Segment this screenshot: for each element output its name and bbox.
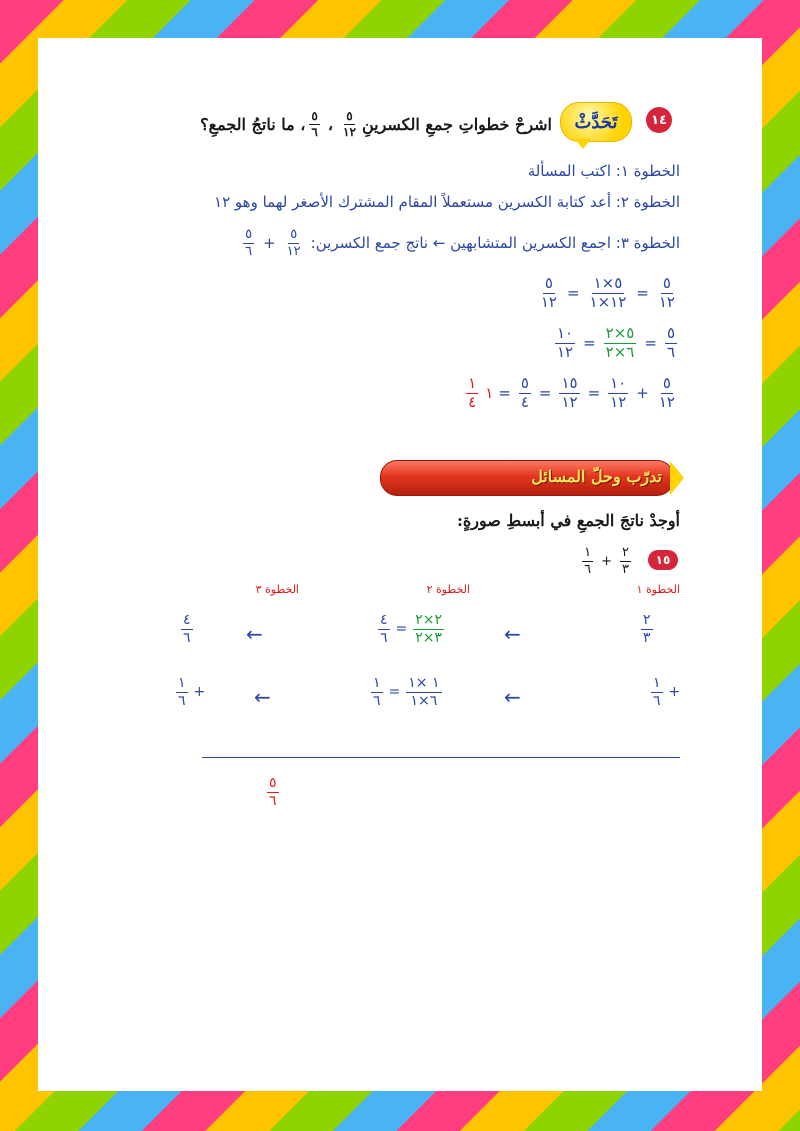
arrow-left-icon: ← [246, 622, 263, 646]
problem-14-badge [646, 107, 672, 133]
plus-sign: + [601, 553, 613, 569]
row2-step3 [173, 676, 205, 708]
arrow-left-icon: ← [504, 685, 521, 709]
step-1-text [528, 162, 680, 180]
equals-sign: = [538, 384, 552, 403]
row1-s2-rhs: $\frac{٤}{٦}$ [380, 612, 388, 646]
sum-line [202, 757, 680, 758]
row2-s2-rhs: $\frac{١}{٦}$ [373, 675, 381, 709]
equals-sign: = [395, 621, 408, 638]
row1-s1-frac: $\frac{٢}{٣}$ [643, 612, 651, 646]
talk-label: تَحَدَّثْ [574, 111, 618, 133]
result-frac: $\frac{٥}{٦}$ [269, 775, 277, 809]
banner-tab-icon [670, 461, 684, 495]
eq3-frac-b: $\frac{١٠}{١٢}$ [610, 374, 627, 411]
row2-s1-frac: $\frac{١}{٦}$ [653, 675, 661, 709]
eq2-frac-a: $\frac{٥}{٦}$ [666, 324, 675, 361]
fraction-5-12: $\frac{٥}{١٢}$ [343, 109, 356, 139]
step3-fraction-5-12: $\frac{٥}{١٢}$ [286, 227, 301, 259]
step-3-label: الخطوة ٣: اجمع الكسرين المتشابهين ← ناتج جمع الكسرين: [310, 234, 680, 253]
plus-sign: + [668, 684, 681, 701]
row2-s2-lhs: $\frac{١ \times ١}{٦\times ١}$ [408, 675, 440, 709]
plus-sign: + [636, 384, 649, 403]
mixed-whole: ١ [485, 384, 494, 403]
step-3-heading: الخطوة ٣ [255, 583, 299, 596]
equals-sign: = [388, 684, 401, 701]
row1-step3 [178, 613, 196, 645]
eq1-frac-c: $\frac{٥}{١٢}$ [540, 274, 557, 311]
step-2-text [214, 193, 680, 211]
equals-sign: = [566, 284, 580, 303]
equals-sign: = [644, 334, 657, 353]
step-2-heading: الخطوة ٢ [426, 583, 470, 596]
equation-row-3 [463, 376, 680, 411]
p15-frac-b: $\frac{١}{٦}$ [584, 545, 592, 577]
eq2-frac-c: $\frac{١٠}{١٢}$ [556, 324, 574, 361]
equation-row-1 [536, 276, 680, 311]
step3-fraction-5-6: $\frac{٥}{٦}$ [245, 227, 253, 259]
question-part2: ، ما ناتجُ الجمعِ؟ [200, 114, 306, 134]
row1-s2-lhs: $\frac{٢\times ٢}{٣\times ٢}$ [415, 612, 443, 646]
equation-row-2 [552, 326, 680, 361]
question-part1: اشرحْ خطواتِ جمعِ الكسرينِ [361, 114, 552, 134]
problem-15-expression [579, 546, 634, 576]
row1-step1 [638, 613, 656, 645]
fraction-5-6: $\frac{٥}{٦}$ [311, 109, 318, 139]
plus-sign: + [193, 684, 206, 701]
problem-14-number: ١٤ [651, 112, 667, 128]
equals-sign: = [587, 384, 601, 403]
talk-bubble-icon [560, 102, 632, 142]
arrow-left-icon: ← [254, 685, 271, 709]
eq3-frac-e: $\frac{١}{٤}$ [468, 374, 477, 411]
instruction-text: أوجدْ ناتجَ الجمعِ في أبسطِ صورةٍ: [456, 511, 680, 530]
banner-title: تدرّب وحلّ المسائل [531, 467, 662, 486]
step-3-text [240, 228, 680, 258]
step-1-heading: الخطوة ١ [636, 583, 680, 596]
eq3-frac-c: $\frac{١٥}{١٢}$ [561, 374, 578, 411]
eq2-frac-b: $\frac{٥\times ٢}{٦\times ٢}$ [605, 324, 635, 361]
equals-sign: = [583, 334, 596, 353]
arrow-left-icon: ← [504, 622, 521, 646]
equals-sign: = [636, 284, 649, 303]
question-separator: ، [327, 114, 334, 134]
problem-14-question [200, 110, 552, 138]
worksheet-page [38, 38, 762, 1091]
equals-sign: = [498, 384, 511, 403]
step-2-label: الخطوة ٢: أعد كتابة الكسرين مستعملاً المقام المشترك الأصغر لهما وهو ١٢ [214, 193, 680, 211]
problem-15-number: ١٥ [655, 553, 671, 567]
row2-step2 [368, 676, 445, 708]
row1-s3-frac: $\frac{٤}{٦}$ [183, 612, 191, 646]
eq1-frac-a: $\frac{٥}{١٢}$ [658, 274, 675, 311]
eq1-frac-b: $\frac{٥\times ١}{١٢\times ١}$ [589, 274, 627, 311]
p15-frac-a: $\frac{٢}{٣}$ [622, 545, 629, 577]
step3-plus: + [263, 234, 276, 253]
row1-step2 [375, 613, 447, 645]
step-1-label: الخطوة ١: اكتب المسألة [527, 162, 680, 180]
result [264, 776, 282, 808]
eq3-frac-d: $\frac{٥}{٤}$ [520, 374, 529, 411]
row2-step1 [648, 676, 680, 708]
eq3-frac-a: $\frac{٥}{١٢}$ [658, 374, 675, 411]
row2-s3-frac: $\frac{١}{٦}$ [178, 675, 186, 709]
problem-15-badge [648, 550, 678, 570]
